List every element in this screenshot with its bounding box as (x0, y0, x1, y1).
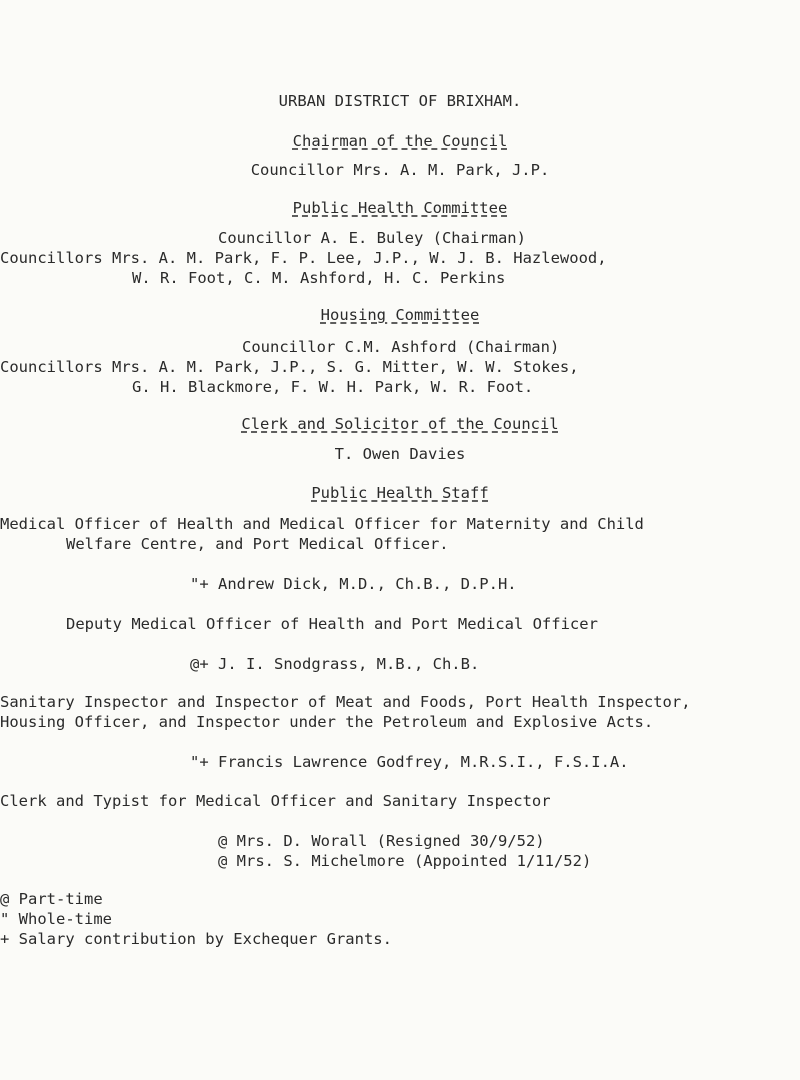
housing-committee-members-line-2: G. H. Blackmore, F. W. H. Park, W. R. Foot. (132, 378, 534, 396)
deputy-moh-title: Deputy Medical Officer of Health and Port Medical Officer (66, 615, 598, 633)
public-health-committee-members-line-1: Councillors Mrs. A. M. Park, F. P. Lee, J.P., W. J. B. Hazlewood, (0, 249, 607, 267)
clerk-heading: Clerk and Solicitor of the Council (241, 415, 559, 433)
chairman-heading: Chairman of the Council (292, 132, 508, 150)
key-part-time: @ Part-time (0, 890, 103, 908)
chairman-name: Councillor Mrs. A. M. Park, J.P. (250, 161, 550, 179)
sanitary-inspector-title-line-2: Housing Officer, and Inspector under the Petroleum and Explosive Acts. (0, 713, 654, 731)
public-health-committee-members-line-2: W. R. Foot, C. M. Ashford, H. C. Perkins (132, 269, 506, 287)
clerk-typist-name-2: @ Mrs. S. Michelmore (Appointed 1/11/52) (218, 852, 592, 870)
key-whole-time: " Whole-time (0, 910, 112, 928)
public-health-committee-chairman: Councillor A. E. Buley (Chairman) (218, 229, 526, 247)
moh-title-line-2: Welfare Centre, and Port Medical Officer. (66, 535, 449, 553)
housing-committee-heading: Housing Committee (320, 306, 480, 324)
sanitary-inspector-name: "+ Francis Lawrence Godfrey, M.R.S.I., F.S.I.A. (190, 753, 629, 771)
key-salary: + Salary contribution by Exchequer Grants. (0, 930, 392, 948)
public-health-committee-heading: Public Health Committee (292, 199, 508, 217)
housing-committee-chairman: Councillor C.M. Ashford (Chairman) (242, 338, 560, 356)
moh-title-line-1: Medical Officer of Health and Medical Officer for Maternity and Child (0, 515, 644, 533)
clerk-name: T. Owen Davies (334, 445, 466, 463)
sanitary-inspector-title-line-1: Sanitary Inspector and Inspector of Meat and Foods, Port Health Inspector, (0, 693, 691, 711)
public-health-staff-heading: Public Health Staff (311, 484, 489, 502)
deputy-moh-name: @+ J. I. Snodgrass, M.B., Ch.B. (190, 655, 480, 673)
page-title: URBAN DISTRICT OF BRIXHAM. (278, 92, 522, 110)
clerk-typist-name-1: @ Mrs. D. Worall (Resigned 30/9/52) (218, 832, 545, 850)
clerk-typist-title: Clerk and Typist for Medical Officer and Sanitary Inspector (0, 792, 551, 810)
housing-committee-members-line-1: Councillors Mrs. A. M. Park, J.P., S. G. Mitter, W. W. Stokes, (0, 358, 579, 376)
moh-name: "+ Andrew Dick, M.D., Ch.B., D.P.H. (190, 575, 517, 593)
